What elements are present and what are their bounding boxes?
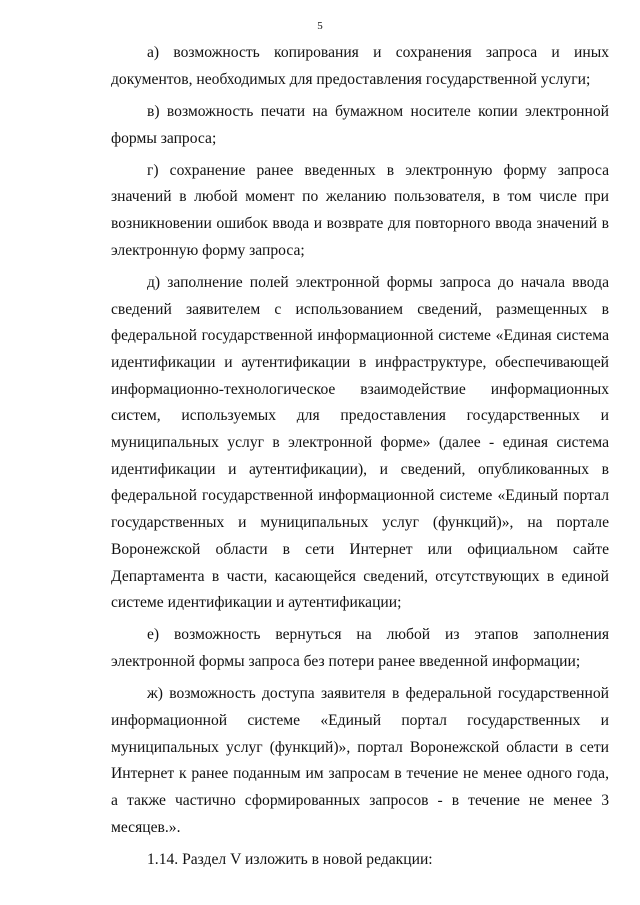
paragraph-section-1-14: 1.14. Раздел V изложить в новой редакции: [147,850,433,868]
paragraph-item-zh: ж) возможность доступа заявителя в федеральной государственной информационной системе «Единый портал государственных и муниципальных услуг (функций)», портал Воронежской области в сети Интернет к ранее поданным им запросам в течение не менее одного года, а также частично сформированных запросов - в течение не менее 3 месяцев.». [111,685,609,836]
page-number: 5 [317,20,323,32]
paragraph-item-d: д) заполнение полей электронной формы запроса до начала ввода сведений заявителем с использованием сведений, размещенных в федеральной государственной информационной системе «Единая система идентификации и аутентификации в инфраструктуре, обеспечивающей информационно-технологическое взаимодействие информационных систем, используемых для предоставления государственных и муниципальных услуг в электронной форме» (далее - единая система идентификации и аутентификации), и сведений, опубликованных в федеральной государственной информационной системе «Единый портал государственных и муниципальных услуг (функций)», на портале Воронежской области в сети Интернет или официальном сайте Департамента в части, касающейся сведений, отсутствующих в единой системе идентификации и аутентификации; [111,273,609,612]
paragraph-item-g: г) сохранение ранее введенных в электронную форму запроса значений в любой момент по желанию пользователя, в том числе при возникновении ошибок ввода и возврате для повторного ввода значений в электронную форму запроса; [111,161,609,259]
document-body [111,40,609,873]
paragraph-item-e: е) возможность вернуться на любой из этапов заполнения электронной формы запроса без потери ранее введенной информации; [111,626,609,671]
paragraph-item-v: в) возможность печати на бумажном носителе копии электронной формы запроса; [111,102,609,147]
paragraph-item-a: а) возможность копирования и сохранения запроса и иных документов, необходимых для предоставления государственной услуги; [111,44,609,88]
